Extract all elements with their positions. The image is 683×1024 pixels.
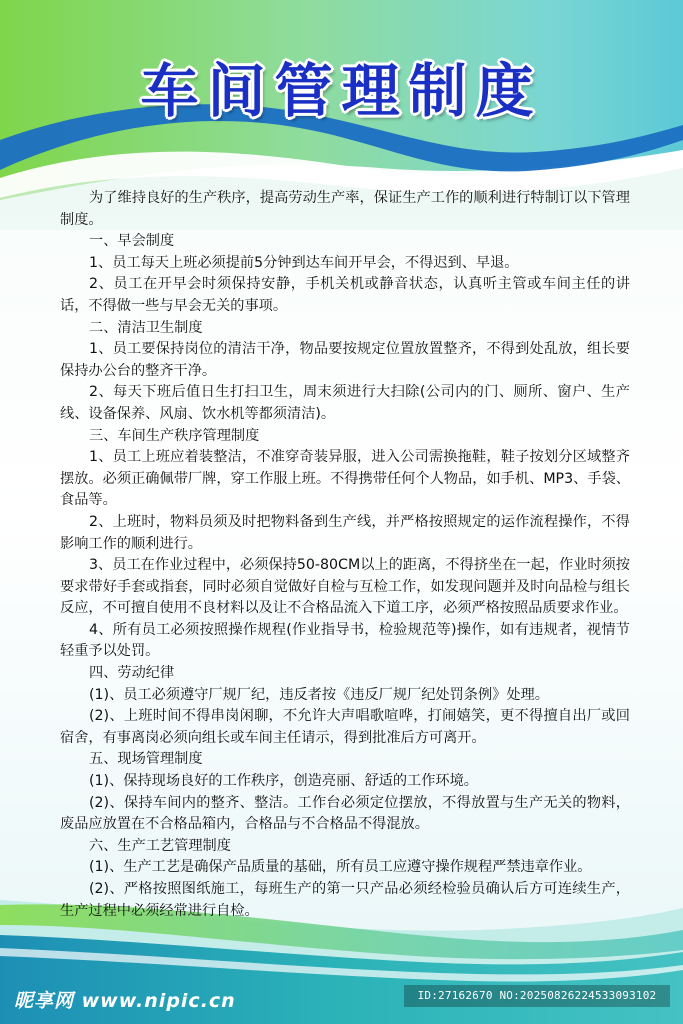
rule-paragraph: (1)、生产工艺是确保产品质量的基础，所有员工应遵守操作规程严禁违章作业。 [89,859,592,876]
rule-paragraph: 1、员工上班应着装整洁，不准穿奇装异服，进入公司需换拖鞋，鞋子按划分区域整齐摆放。必须正确佩带厂牌，穿工作服上班。不得携带任何个人物品，如手机、MP3、手袋、食品等。 [60,449,630,509]
section-heading: 六、生产工艺管理制度 [89,837,231,854]
section-heading: 三、车间生产秩序管理制度 [89,427,260,444]
regulations-body [60,188,630,922]
rule-paragraph: (1)、保持现场良好的工作秩序，创造亮丽、舒适的工作环境。 [89,773,478,790]
section-heading: 四、劳动纪律 [89,665,175,682]
rule-paragraph: 1、员工每天上班必须提前5分钟到达车间开早会，不得迟到、早退。 [89,254,519,271]
rule-paragraph: (2)、严格按照图纸施工，每班生产的第一只产品必须经检验员确认后方可连续生产，生产过程中必须经常进行自检。 [60,881,630,919]
rule-paragraph: 2、每天下班后值日生打扫卫生，周末须进行大扫除(公司内的门、厕所、窗户、生产线、设备保养、风扇、饮水机等都须清洁)。 [60,384,630,422]
rule-paragraph: 2、员工在开早会时须保持安静，手机关机或静音状态，认真听主管或车间主任的讲话，不得做一些与早会无关的事项。 [60,276,630,314]
rule-paragraph: 2、上班时，物料员须及时把物料备到生产线，并严格按照规定的运作流程操作，不得影响工作的顺利进行。 [60,513,630,552]
section-heading: 一、早会制度 [89,233,175,250]
rule-paragraph: 4、所有员工必须按照操作规程(作业指导书，检验规范等)操作，如有违规者，视情节轻重予以处罚。 [60,621,630,660]
rule-paragraph: (2)、上班时间不得串岗闲聊，不允许大声唱歌喧哗，打闹嬉笑，更不得擅自出厂或回宿舍，有事离岗必须向组长或车间主任请示，得到批准后方可离开。 [60,708,630,746]
rule-paragraph: 3、员工在作业过程中，必须保持50-80CM以上的距离，不得挤坐在一起，作业时须按要求带好手套或指套，同时必须自觉做好自检与互检工作，如发现问题并及时向品检与组长反应，不可擅自使用不良材料以及让不合格品流入下道工序，必须严格按照品质要求作业。 [60,557,630,617]
rule-paragraph: 1、员工要保持岗位的清洁干净，物品要按规定位置放置整齐，不得到处乱放，组长要保持办公台的整齐干净。 [60,341,630,379]
intro-paragraph: 为了维持良好的生产秩序，提高劳动生产率，保证生产工作的顺利进行特制订以下管理制度。 [60,190,630,228]
section-heading: 五、现场管理制度 [89,751,203,768]
rule-paragraph: (2)、保持车间内的整齐、整洁。工作台必须定位摆放，不得放置与生产无关的物料，废品应放置在不合格品箱内，合格品与不合格品不得混放。 [60,794,630,833]
section-heading: 二、清洁卫生制度 [89,319,203,336]
poster-title: 车间管理制度 [140,57,543,125]
image-id-watermark: ID:27162670 NO:20250826224533093102 [404,985,670,1007]
rule-paragraph: (1)、员工必须遵守厂规厂纪，违反者按《违反厂规厂纪处罚条例》处理。 [89,686,549,703]
nipic-watermark-logo: 昵享网 www.nipic.cn [14,990,236,1012]
